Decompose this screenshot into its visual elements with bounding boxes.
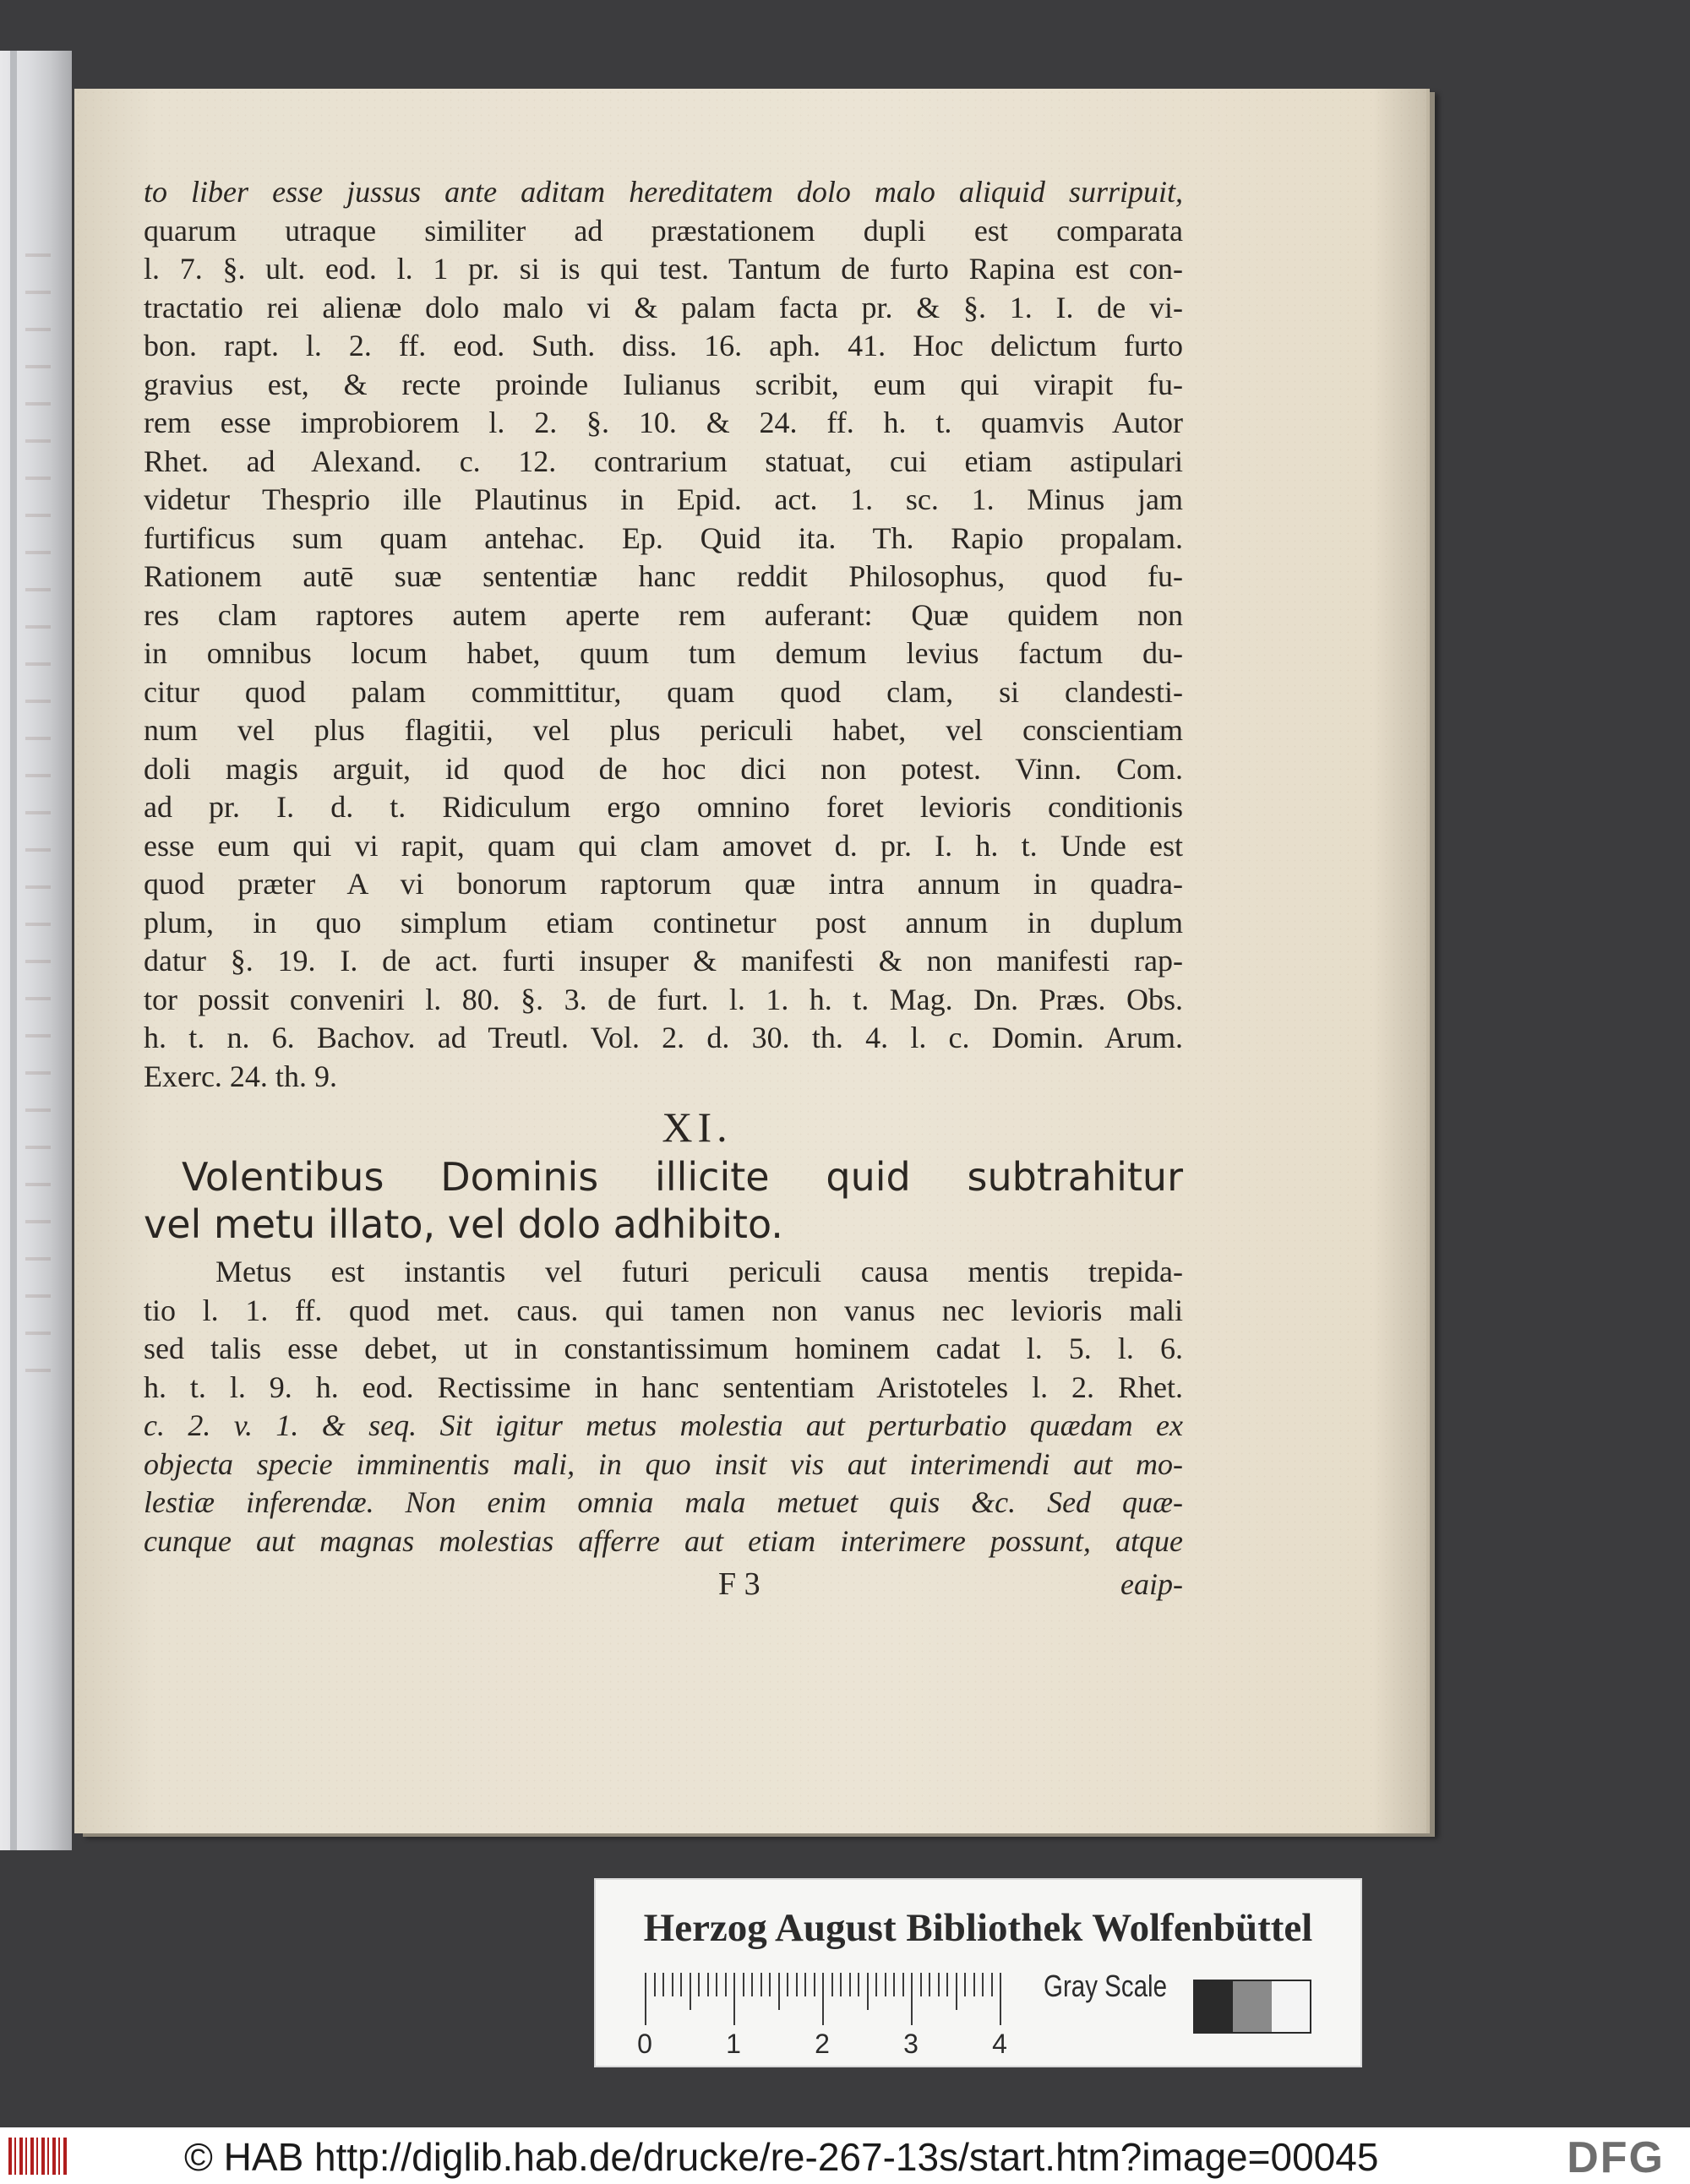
text-line: quod præter A vi bonorum raptorum quæ intra annum in quadra- (144, 867, 1183, 901)
text-line: Rationem autē suæ sententiæ hanc reddit Philosophus, quod fu- (144, 559, 1183, 593)
ink-bleed (25, 220, 51, 1402)
text-line: gravius est, & recte proinde Iulianus scribit, eum qui virapit fu- (144, 367, 1183, 401)
page-text (144, 173, 1183, 1608)
ruler-tick (849, 1973, 851, 1996)
ruler-number: 4 (992, 2029, 1007, 2059)
paragraph-line: c. 2. v. 1. & seq. Sit igitur metus molestia aut perturbatio quædam ex (144, 1408, 1183, 1442)
ruler-tick (662, 1973, 664, 1996)
paragraph-line: tio l. 1. ff. quod met. caus. qui tamen non vanus nec levioris mali (144, 1293, 1183, 1327)
text-line: quarum utraque similiter ad præstationem dupli est comparata (144, 213, 1183, 248)
text-line: esse eum qui vi rapit, quam qui clam amovet d. pr. I. h. t. Unde est (144, 828, 1183, 863)
ruler-tick (822, 1973, 824, 2025)
ruler-tick (690, 1973, 691, 2010)
text-line: h. t. n. 6. Bachov. ad Treutl. Vol. 2. d. 30. th. 4. l. c. Domin. Arum. (144, 1021, 1183, 1054)
paragraph-line: h. t. l. 9. h. eod. Rectissime in hanc sententiam Aristoteles l. 2. Rhet. (144, 1370, 1183, 1404)
ruler-tick (743, 1973, 744, 1996)
ruler-tick (885, 1973, 886, 1996)
ruler-tick (956, 1973, 957, 2010)
text-line: ad pr. I. d. t. Ridiculum ergo omnino foret levioris conditionis (144, 790, 1183, 824)
signature-mark: F 3 (718, 1566, 760, 1602)
ruler-tick (672, 1973, 673, 1996)
ruler-tick (1000, 1973, 1001, 2025)
ruler-tick (769, 1973, 771, 1996)
binding-shadow (10, 51, 17, 1850)
ruler-tick (751, 1973, 753, 1996)
ruler-tick (875, 1973, 877, 1996)
ruler-tick (938, 1973, 940, 1996)
gray-swatch (1233, 1981, 1271, 2032)
ruler-tick (778, 1973, 780, 2010)
text-line: res clam raptores autem aperte rem auferant: Quæ quidem non (144, 597, 1183, 632)
ruler-tick (920, 1973, 922, 1996)
text-line: furtificus sum quam antehac. Ep. Quid ita. Th. Rapio propalam. (144, 520, 1183, 555)
text-line: Rhet. ad Alexand. c. 12. contrarium statuat, cui etiam astipulari (144, 444, 1183, 478)
ruler-tick (991, 1973, 993, 1996)
ruler-tick (911, 1973, 913, 2025)
text-line: citur quod palam committitur, quam quod clam, si clandesti- (144, 674, 1183, 709)
dfg-logo: DFG (1567, 2133, 1665, 2182)
book-page (74, 89, 1426, 1833)
text-line: plum, in quo simplum etiam continetur post annum in duplum (144, 905, 1183, 940)
section-heading-line-2: vel metu illato, vel dolo adhibito. (144, 1201, 783, 1247)
page-footer-line (144, 1566, 1183, 1608)
text-line: doli magis arguit, id quod de hoc dici non potest. Vinn. Com. (144, 751, 1183, 786)
section-number: XI. (662, 1103, 733, 1151)
library-name: Herzog August Bibliothek Wolfenbüttel (643, 1906, 1313, 1950)
ruler-tick (831, 1973, 833, 1996)
ruler-tick (840, 1973, 842, 1996)
text-block-top (144, 173, 1183, 1096)
ruler-tick (733, 1973, 735, 2025)
ruler-number: 2 (815, 2029, 830, 2059)
ruler-tick (893, 1973, 895, 1996)
text-line: tractatio rei alienæ dolo malo vi & palam facta pr. & §. 1. I. de vi- (144, 290, 1183, 324)
footer-bar (0, 2127, 1690, 2184)
text-line: Exerc. 24. th. 9. (144, 1059, 337, 1093)
ruler-tick (654, 1973, 656, 1996)
ruler-tick (725, 1973, 727, 1996)
copyright-url: © HAB http://diglib.hab.de/drucke/re-267-13s/start.htm?image=00045 (184, 2135, 1379, 2179)
ruler-tick (902, 1973, 904, 1996)
text-line: num vel plus flagitii, vel plus periculi habet, vel conscientiam (144, 713, 1183, 747)
text-line: l. 7. §. ult. eod. l. 1 pr. si is qui test. Tantum de furto Rapina est con- (144, 252, 1183, 286)
paragraph-line: objecta specie imminentis mali, in quo insit vis aut interimendi aut mo- (144, 1446, 1183, 1481)
text-block-paragraph (144, 1253, 1183, 1560)
ruler-number: 3 (903, 2029, 919, 2059)
ruler-tick (645, 1973, 646, 2025)
gray-swatch (1272, 1981, 1310, 2032)
paragraph-line: Metus est instantis vel futuri periculi causa mentis trepida- (215, 1255, 1183, 1288)
paragraph-line: cunque aut magnas molestias afferre aut etiam interimere possunt, atque (144, 1523, 1183, 1558)
paragraph-line: sed talis esse debet, ut in constantissimum hominem cadat l. 5. l. 6. (144, 1332, 1183, 1365)
text-line: videtur Thesprio ille Plautinus in Epid. act. 1. sc. 1. Minus jam (144, 482, 1183, 516)
paragraph-line: lestiæ inferendæ. Non enim omnia mala metuet quis &c. Sed quæ- (144, 1485, 1183, 1519)
ruler-tick (964, 1973, 966, 1996)
ruler-tick (787, 1973, 788, 1996)
text-line: bon. rapt. l. 2. ff. eod. Suth. diss. 16. aph. 41. Hoc delictum furto (144, 329, 1183, 362)
catchword: eaip- (1120, 1567, 1183, 1601)
text-line: tor possit conveniri l. 80. §. 3. de furt. l. 1. h. t. Mag. Dn. Præs. Obs. (144, 982, 1183, 1016)
ruler-tick (929, 1973, 930, 1996)
ruler-number: 1 (726, 2029, 741, 2059)
text-line: datur §. 19. I. de act. furti insuper & manifesti & non manifesti rap- (144, 944, 1183, 978)
gray-swatch (1195, 1981, 1233, 2032)
section-heading-line-1: Volentibus Dominis illicite quid subtrahitur (182, 1154, 1183, 1200)
ruler-tick (946, 1973, 948, 1996)
ruler-tick (804, 1973, 806, 1996)
gray-scale-label: Gray Scale (1044, 1969, 1168, 2003)
text-line: rem esse improbiorem l. 2. §. 10. & 24. ff. h. t. quamvis Autor (144, 406, 1183, 439)
ruler-tick (680, 1973, 682, 1996)
hab-logo-icon (8, 2138, 69, 2175)
ruler-tick (707, 1973, 709, 1996)
ruler-tick (796, 1973, 798, 1996)
ruler-tick (867, 1973, 869, 2010)
ruler-tick (698, 1973, 700, 1996)
ruler-tick (858, 1973, 859, 1996)
text-line: in omnibus locum habet, quum tum demum levius factum du- (144, 636, 1183, 670)
ruler-tick (973, 1973, 975, 1996)
scale-ruler (637, 1973, 1033, 2059)
ruler-number: 0 (637, 2029, 652, 2059)
ruler-tick (760, 1973, 762, 1996)
ruler-tick (814, 1973, 815, 1996)
color-reference-card (596, 1880, 1360, 2066)
text-line: to liber esse jussus ante aditam hereditatem dolo malo aliquid surripuit, (144, 175, 1183, 209)
gray-scale-swatches (1193, 1980, 1311, 2034)
previous-page-edge (0, 51, 72, 1850)
ruler-tick (716, 1973, 717, 1996)
ruler-tick (982, 1973, 984, 1996)
